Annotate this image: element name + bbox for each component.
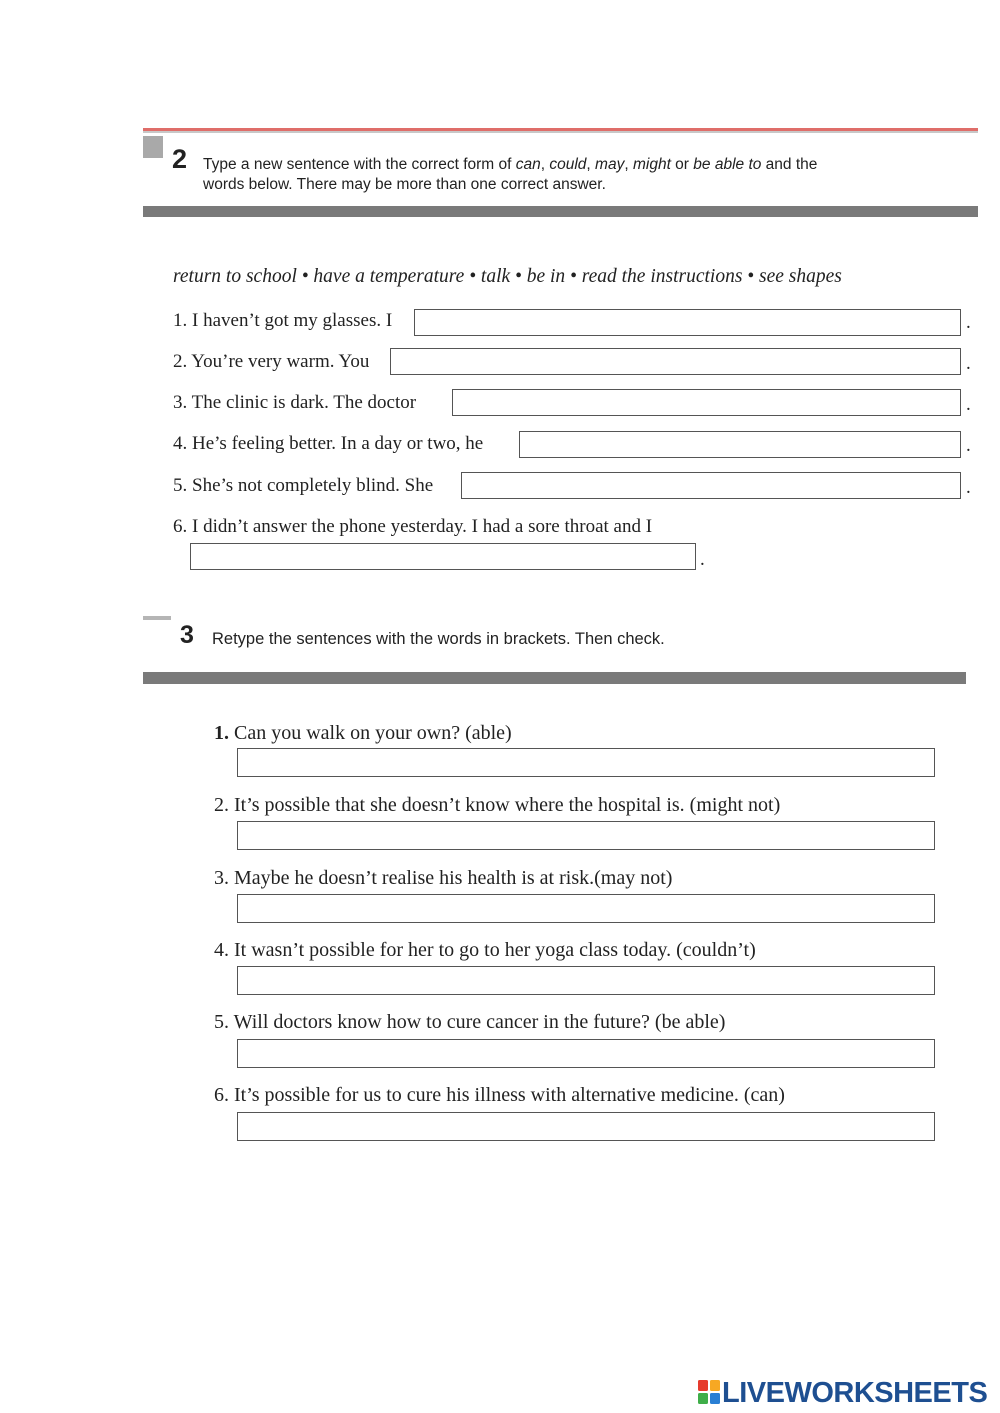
exercise-2-marker-block <box>143 136 163 158</box>
exercise-3-number: 3 <box>180 621 194 649</box>
ex2-item-5-period: . <box>966 477 971 498</box>
ex2-item-6-prompt: 6. I didn’t answer the phone yesterday. I had a sore throat and I <box>173 516 653 537</box>
exercise-2-bottom-bar <box>143 206 978 217</box>
exercise-2-instruction-part: , <box>540 156 550 173</box>
ex3-item-4-text: It wasn’t possible for her to go to her yoga class today. (couldn’t) <box>234 939 756 961</box>
liveworksheets-logo-text[interactable]: LIVEWORKSHEETS <box>722 1377 988 1409</box>
exercise-2-instruction-part: , <box>586 156 596 173</box>
ex2-item-1-period: . <box>966 312 971 333</box>
ex3-item-2-text: It’s possible that she doesn’t know where the hospital is. (might not) <box>234 794 781 816</box>
ex3-item-4-number: 4. <box>214 939 229 961</box>
ex3-item-1-answer-input[interactable] <box>237 748 935 777</box>
ex2-item-1-prompt: 1. I haven’t got my glasses. I <box>173 310 393 331</box>
ex3-item-3-question <box>214 867 672 890</box>
exercise-2-instruction-part: , <box>624 156 633 173</box>
ex3-item-4-question <box>214 939 756 962</box>
logo-square-3 <box>698 1393 708 1404</box>
ex3-item-1-text: Can you walk on your own? (able) <box>234 722 512 744</box>
exercise-2-instruction-part: or <box>670 156 694 173</box>
ex3-item-6-text: It’s possible for us to cure his illness with alternative medicine. (can) <box>234 1084 785 1106</box>
ex2-item-5-answer-input[interactable] <box>461 472 961 499</box>
ex2-item-1-answer-input[interactable] <box>414 309 961 336</box>
exercise-2-instruction-part: Type a new sentence with the correct form of <box>203 156 516 173</box>
ex2-item-2-period: . <box>966 353 971 374</box>
logo-square-1 <box>698 1380 708 1391</box>
ex3-item-6-answer-input[interactable] <box>237 1112 935 1141</box>
ex3-item-5-text: Will doctors know how to cure cancer in the future? (be able) <box>233 1011 726 1033</box>
exercise-2-instruction-line-1 <box>203 156 817 173</box>
exercise-2-instruction-part: might <box>632 156 671 173</box>
ex3-item-6-number: 6. <box>214 1084 229 1106</box>
ex2-item-4-prompt: 4. He’s feeling better. In a day or two, he <box>173 433 484 454</box>
exercise-3-bottom-bar <box>143 672 966 684</box>
logo-square-2 <box>710 1380 720 1391</box>
ex3-item-5-question <box>214 1011 725 1034</box>
ex2-item-2-answer-input[interactable] <box>390 348 961 375</box>
exercise-2-instruction-line-2: words below. There may be more than one correct answer. <box>203 176 606 193</box>
exercise-2-instruction-part: can <box>515 156 541 173</box>
ex2-item-5-prompt: 5. She’s not completely blind. She <box>173 475 434 496</box>
logo-square-4 <box>710 1393 720 1404</box>
ex2-item-3-answer-input[interactable] <box>452 389 961 416</box>
ex2-item-3-prompt: 3. The clinic is dark. The doctor <box>173 392 417 413</box>
ex3-item-1-question <box>214 722 512 745</box>
word-bank: return to school • have a temperature • talk • be in • read the instructions • see shapes <box>173 266 842 287</box>
liveworksheets-logo-icon <box>698 1380 720 1404</box>
exercise-2-instruction-part: and the <box>761 156 818 173</box>
exercise-3-marker-rule <box>143 616 171 620</box>
ex3-item-3-text: Maybe he doesn’t realise his health is at risk.(may not) <box>234 867 673 889</box>
ex3-item-6-question <box>214 1084 785 1107</box>
ex2-item-2-prompt: 2. You’re very warm. You <box>173 351 370 372</box>
exercise-2-instruction-part: be able to <box>693 156 762 173</box>
ex3-item-3-number: 3. <box>214 867 229 889</box>
ex2-item-6-answer-input[interactable] <box>190 543 696 570</box>
ex3-item-1-number: 1. <box>214 722 229 744</box>
ex3-item-2-question <box>214 794 780 817</box>
exercise-2-top-rule-shadow <box>143 131 978 133</box>
ex2-item-4-answer-input[interactable] <box>519 431 961 458</box>
ex3-item-3-answer-input[interactable] <box>237 894 935 923</box>
ex3-item-5-answer-input[interactable] <box>237 1039 935 1068</box>
exercise-2-instruction-part: could <box>549 156 587 173</box>
ex2-item-3-period: . <box>966 394 971 415</box>
exercise-2-number: 2 <box>172 144 188 174</box>
exercise-3-instruction: Retype the sentences with the words in brackets. Then check. <box>212 630 665 648</box>
exercise-2-instruction-part: may <box>595 156 625 173</box>
ex2-item-6-period: . <box>700 549 705 570</box>
ex3-item-4-answer-input[interactable] <box>237 966 935 995</box>
exercise-2-instruction <box>203 155 923 195</box>
ex3-item-2-answer-input[interactable] <box>237 821 935 850</box>
ex3-item-2-number: 2. <box>214 794 229 816</box>
ex2-item-4-period: . <box>966 435 971 456</box>
ex3-item-5-number: 5. <box>214 1011 229 1033</box>
